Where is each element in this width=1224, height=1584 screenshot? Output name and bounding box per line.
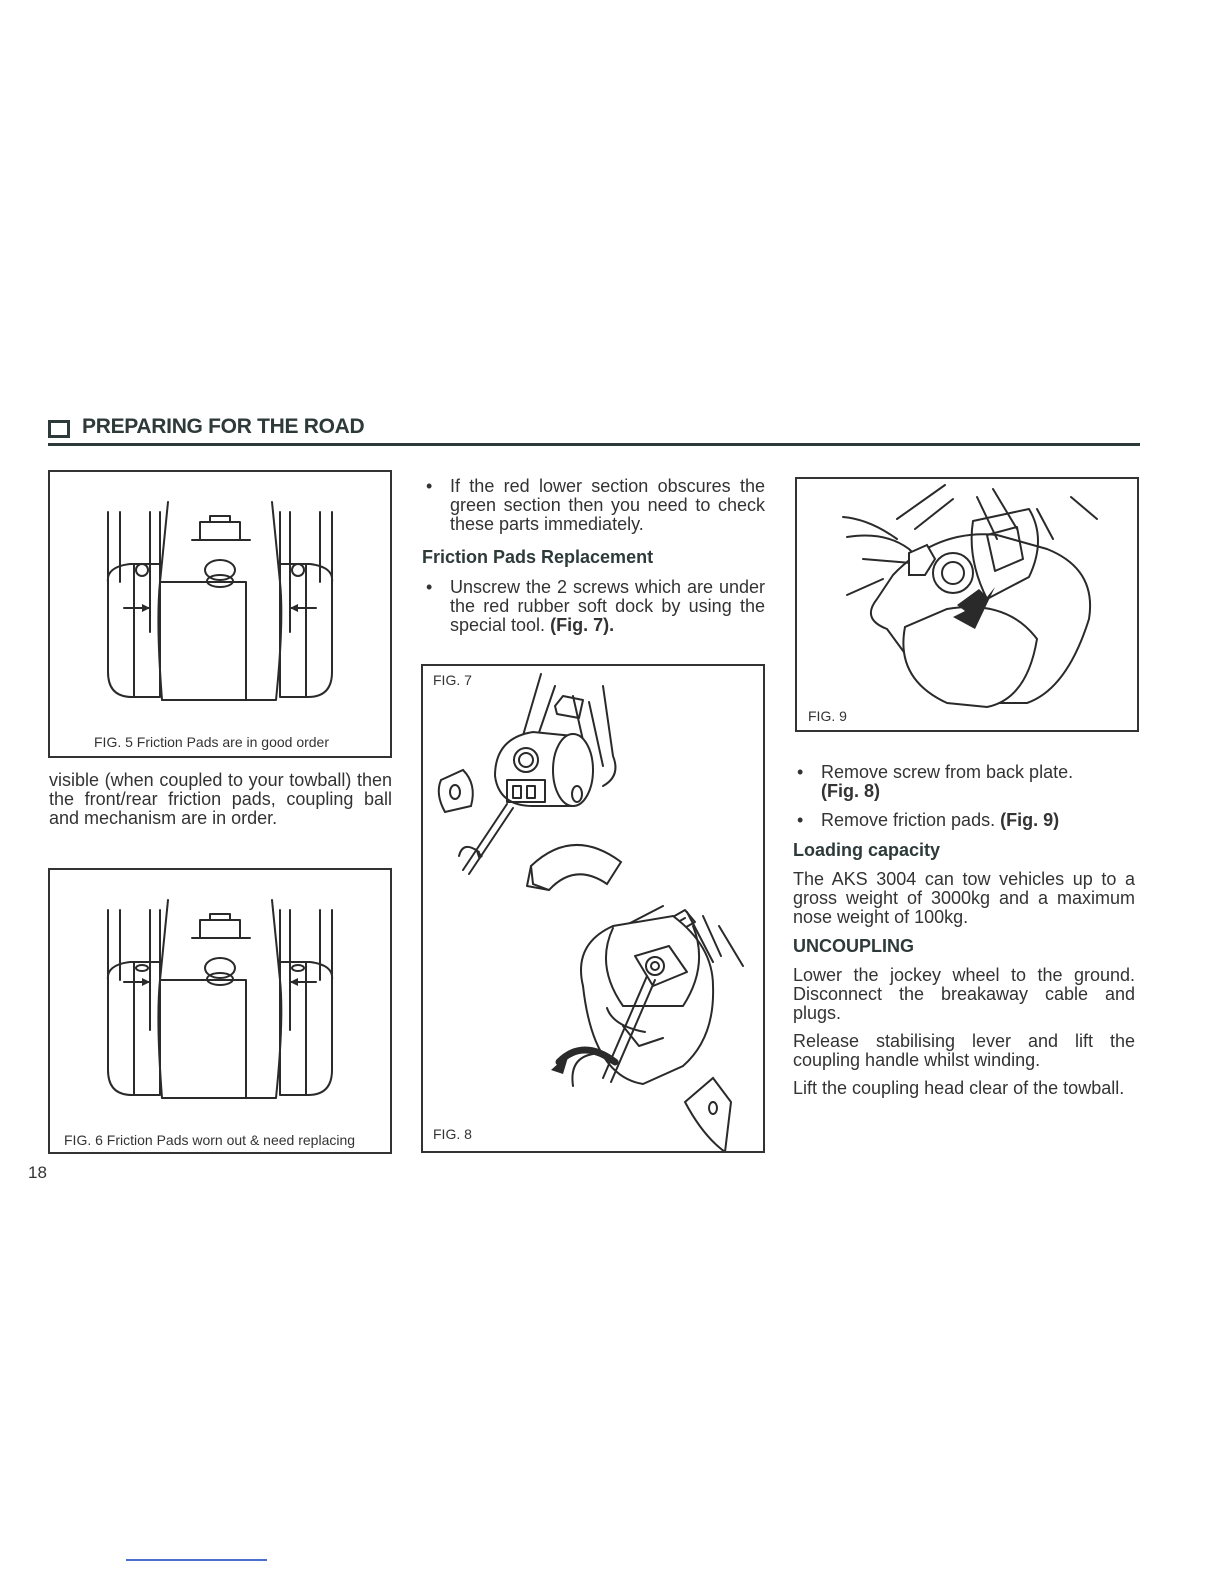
figure-7-label: FIG. 7 xyxy=(433,672,472,688)
figure-8-label: FIG. 8 xyxy=(433,1126,472,1142)
figure-5-caption: FIG. 5 Friction Pads are in good order xyxy=(94,734,329,750)
list-item-text: Remove friction pads. xyxy=(821,810,996,830)
loading-capacity-heading: Loading capacity xyxy=(793,840,941,860)
middle-bullets-1 xyxy=(422,477,765,534)
middle-bullets-2 xyxy=(422,578,765,635)
uncoupling-paragraph-3: Lift the coupling head clear of the towball. xyxy=(793,1078,1125,1098)
figure-5 xyxy=(48,470,392,758)
figure-9 xyxy=(795,477,1139,732)
figure-6-caption: FIG. 6 Friction Pads worn out & need replacing xyxy=(64,1132,356,1148)
section-header xyxy=(48,417,1140,446)
figure-6 xyxy=(48,868,392,1154)
friction-pads-good-illustration xyxy=(50,472,390,730)
fig-7-reference: (Fig. 7). xyxy=(550,615,615,635)
right-column xyxy=(793,763,1135,1098)
friction-pads-heading: Friction Pads Replacement xyxy=(422,547,654,567)
figure-7-8 xyxy=(421,664,765,1153)
footer-rule xyxy=(126,1559,267,1561)
list-item-text: Remove screw from back plate. xyxy=(821,762,1074,782)
uncoupling-paragraph-1: Lower the jockey wheel to the ground. Disconnect the breakaway cable and plugs. xyxy=(793,965,1135,1023)
fig-8-reference: (Fig. 8) xyxy=(821,781,880,801)
uncoupling-paragraph-2: Release stabilising lever and lift the coupling handle whilst winding. xyxy=(793,1031,1135,1070)
friction-pads-worn-illustration xyxy=(50,870,390,1126)
figure-9-label: FIG. 9 xyxy=(808,708,847,724)
right-bullets xyxy=(793,763,1135,830)
loading-capacity-text: The AKS 3004 can tow vehicles up to a gross weight of 3000kg and a maximum nose weight of 100kg. xyxy=(793,869,1135,927)
screw-removal-illustration xyxy=(423,666,763,1151)
fig-9-reference: (Fig. 9) xyxy=(1000,810,1060,830)
list-item xyxy=(422,578,765,635)
list-item: • If the red lower section obscures the green section then you need to check these parts immediately. xyxy=(422,477,765,534)
checkbox-icon xyxy=(48,420,70,438)
page-number: 18 xyxy=(28,1163,47,1182)
middle-column xyxy=(422,477,765,635)
uncoupling-heading: UNCOUPLING xyxy=(793,936,914,956)
list-item xyxy=(793,811,1135,830)
list-item xyxy=(793,763,1135,801)
list-item-text: Unscrew the 2 screws which are under the red rubber soft dock by using the special tool. xyxy=(450,577,765,635)
left-paragraph: visible (when coupled to your towball) then the front/rear friction pads, coupling ball and mechanism are in order. xyxy=(49,770,392,828)
friction-pad-removal-illustration xyxy=(797,479,1137,730)
section-title: PREPARING FOR THE ROAD xyxy=(82,415,365,438)
